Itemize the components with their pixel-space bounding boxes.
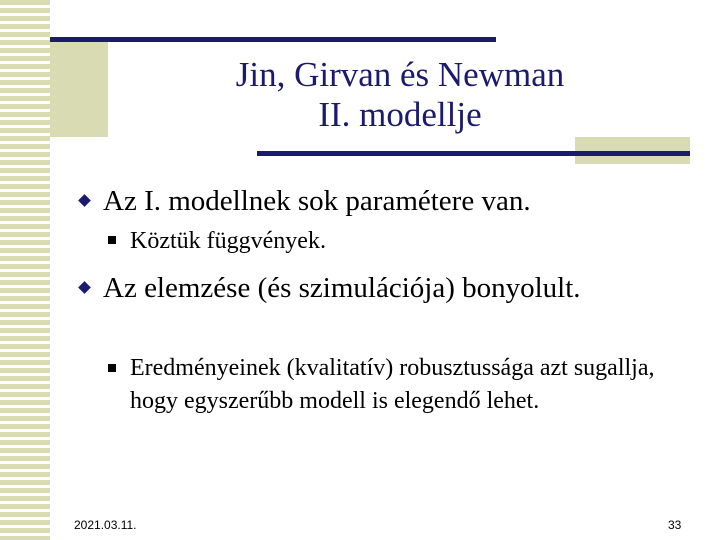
sub-bullet-text: Eredményeinek (kvalitatív) robusztussága azt sugallja, hogy egyszerűbb modell is elegendő lehet. — [130, 355, 655, 414]
slide-title-line2: II. modellje — [318, 95, 482, 134]
square-bullet-icon — [108, 364, 116, 372]
sub-bullet-item — [108, 226, 326, 256]
sub-bullet-text: Köztük függvények. — [130, 228, 326, 254]
slide-title-line1: Jin, Girvan és Newman — [235, 55, 565, 94]
sub-bullet-item — [108, 352, 668, 418]
page-number: 33 — [668, 518, 682, 532]
title-rule-top — [50, 37, 496, 42]
footer-date: 2021.03.11. — [74, 518, 137, 532]
bullet-item — [80, 270, 581, 306]
bullet-text: Az I. modellnek sok paramétere van. — [103, 185, 531, 217]
slide-title — [150, 55, 650, 135]
diamond-bullet-icon — [78, 281, 91, 294]
diamond-bullet-icon — [78, 194, 91, 207]
title-rule-bottom — [257, 151, 690, 156]
decorative-stripes — [0, 0, 50, 540]
title-decor-block — [50, 37, 108, 137]
square-bullet-icon — [108, 236, 116, 244]
bullet-text: Az elemzése (és szimulációja) bonyolult. — [103, 272, 581, 304]
bullet-item — [80, 183, 531, 219]
